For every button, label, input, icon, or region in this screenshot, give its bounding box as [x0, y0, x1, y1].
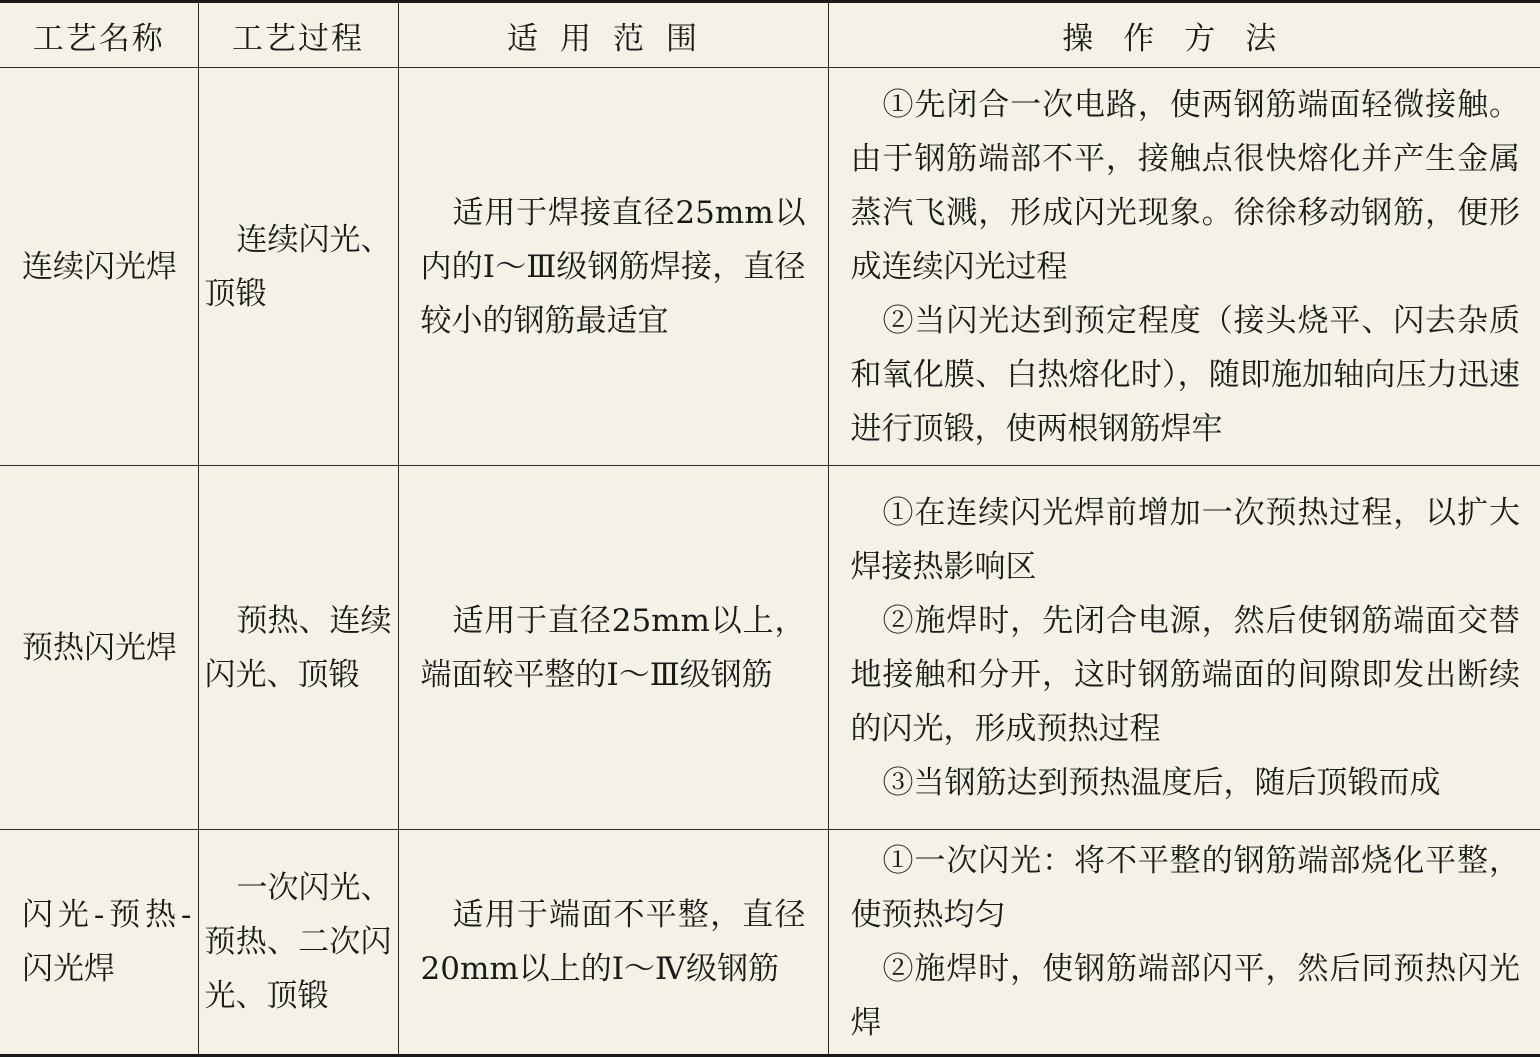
scope-cell — [398, 830, 828, 1056]
method-step: ②施焊时，先闭合电源，然后使钢筋端面交替地接触和分开，这时钢筋端面的间隙即发出断续的闪光，形成预热过程 — [850, 602, 1520, 747]
process-steps-cell — [198, 830, 398, 1056]
process-steps-cell — [198, 68, 398, 466]
process-name-cell: 闪光-预热-闪光焊 — [0, 830, 198, 1056]
scope-text: 适用于焊接直径25mm以内的Ⅰ～Ⅲ级钢筋焊接，直径较小的钢筋最适宜 — [420, 194, 806, 339]
scope-text: 适用于直径25mm以上，端面较平整的Ⅰ～Ⅲ级钢筋 — [420, 602, 806, 693]
method-step: ①先闭合一次电路，使两钢筋端面轻微接触。由于钢筋端部不平，接触点很快熔化并产生金属蒸汽飞溅，形成闪光现象。徐徐移动钢筋，便形成连续闪光过程 — [850, 86, 1520, 285]
process-name-cell: 预热闪光焊 — [0, 466, 198, 830]
scope-cell — [398, 466, 828, 830]
process-steps-text: 一次闪光、预热、二次闪光、顶锻 — [204, 870, 392, 1014]
method-cell — [828, 68, 1540, 466]
method-cell — [828, 830, 1540, 1056]
process-steps-cell — [198, 466, 398, 830]
method-step: ①一次闪光：将不平整的钢筋端部烧化平整，使预热均匀 — [850, 843, 1520, 933]
method-step: ③当钢筋达到预热温度后，随后顶锻而成 — [882, 764, 1441, 801]
scope-text: 适用于端面不平整，直径20mm以上的Ⅰ～Ⅳ级钢筋 — [420, 897, 806, 987]
table-row — [0, 466, 1540, 830]
header-scope: 适用范围 — [398, 2, 828, 68]
process-steps-text: 连续闪光、顶锻 — [204, 221, 392, 312]
process-steps-text: 预热、连续闪光、顶锻 — [204, 602, 392, 693]
table-row — [0, 68, 1540, 466]
header-row — [0, 2, 1540, 68]
header-process-steps: 工艺过程 — [198, 2, 398, 68]
table-row — [0, 830, 1540, 1056]
method-cell — [828, 466, 1540, 830]
process-name-cell: 连续闪光焊 — [0, 68, 198, 466]
header-method: 操作方法 — [828, 2, 1540, 68]
method-step: ①在连续闪光焊前增加一次预热过程，以扩大焊接热影响区 — [850, 494, 1520, 585]
header-process-name: 工艺名称 — [0, 2, 198, 68]
method-step: ②施焊时，使钢筋端部闪平，然后同预热闪光焊 — [850, 951, 1520, 1041]
scope-cell — [398, 68, 828, 466]
method-step: ②当闪光达到预定程度（接头烧平、闪去杂质和氧化膜、白热熔化时），随即施加轴向压力迅速进行顶锻，使两根钢筋焊牢 — [850, 302, 1520, 447]
